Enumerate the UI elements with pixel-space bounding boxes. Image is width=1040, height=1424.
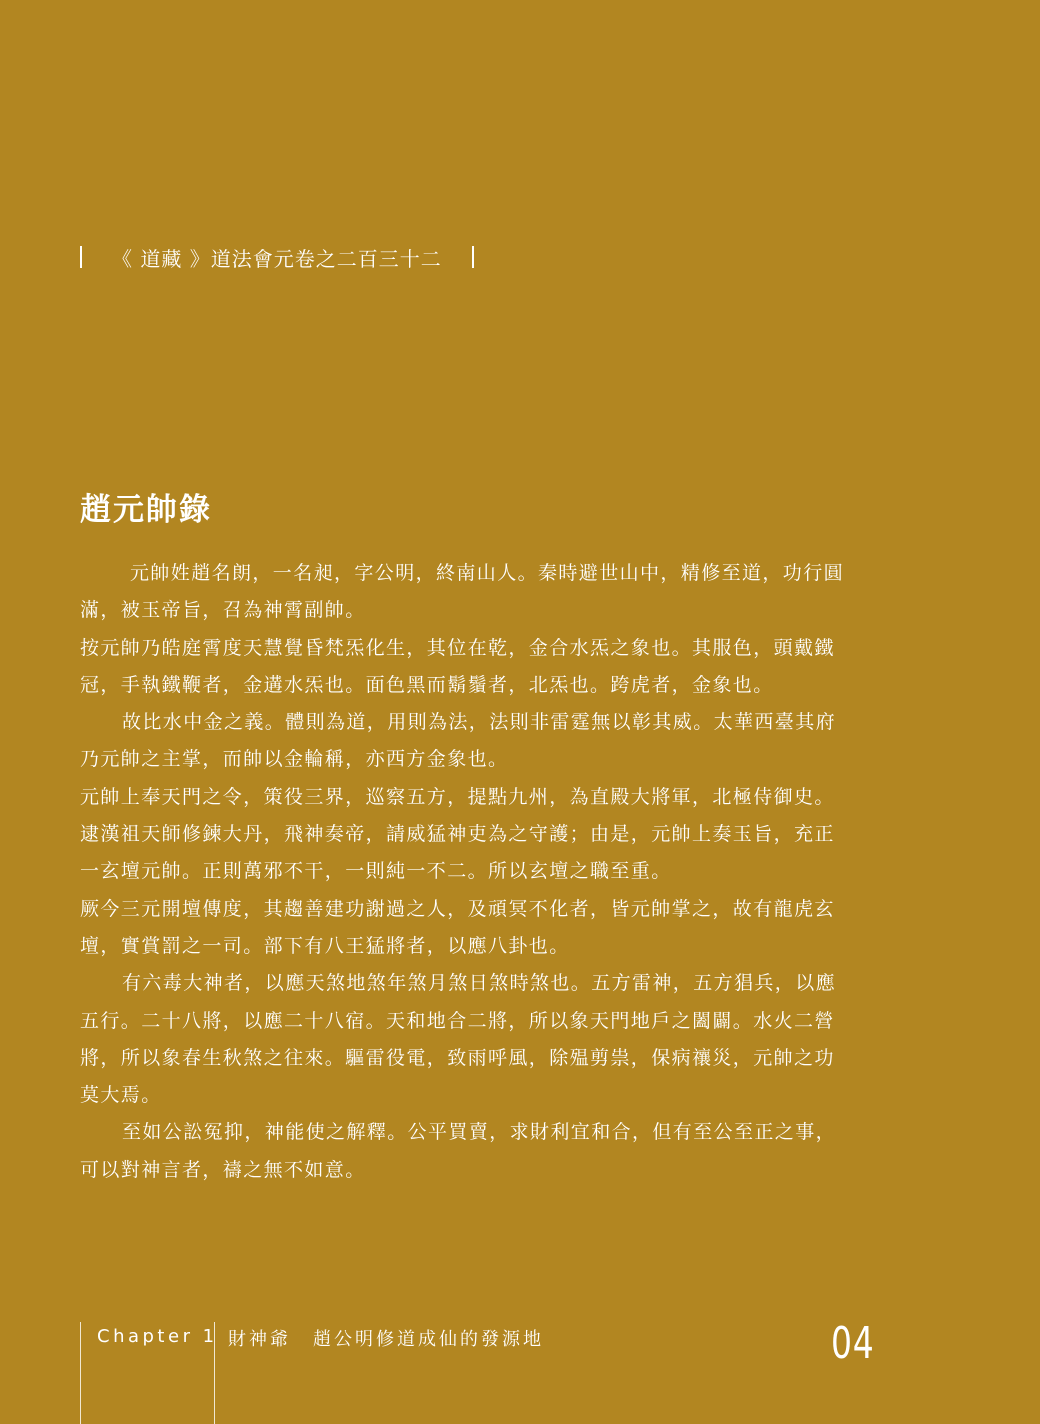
paragraph: 至如公訟冤抑，神能使之解釋。公平買賣，求財利宜和合，但有至公至正之事，可以對神言者，禱之無不如意。 xyxy=(80,1121,837,1181)
source-text: 《 道藏 》道法會元卷之二百三十二 xyxy=(112,246,442,271)
chapter-title-part-2: 趙公明修道成仙的發源地 xyxy=(313,1329,544,1350)
left-divider xyxy=(80,246,82,268)
right-divider xyxy=(472,246,474,268)
paragraph: 厥今三元開壇傳度，其趨善建功謝過之人，及頑冥不化者，皆元帥掌之，故有龍虎玄壇，實賞罰之一司。部下有八王猛將者，以應八卦也。 xyxy=(80,897,835,957)
source-citation xyxy=(80,242,474,272)
footer-divider-left xyxy=(80,1322,81,1424)
paragraph: 有六毒大神者，以應天煞地煞年煞月煞日煞時煞也。五方雷神，五方猖兵，以應五行。二十八將，以應二十八宿。天和地合二將，所以象天門地戶之闔闢。水火二營將，所以象春生秋煞之往來。驅雷役電，致雨呼風，除殟剪祟，保病禳災，元帥之功莫大焉。 xyxy=(80,972,837,1107)
page-number: 04 xyxy=(831,1318,875,1369)
paragraph: 元帥姓趙名朗，一名昶，字公明，終南山人。秦時避世山中，精修至道，功行圓滿，被玉帝旨，召為神霄副帥。 xyxy=(80,562,845,622)
paragraph: 按元帥乃皓庭霄度天慧覺昏梵炁化生，其位在乾，金合水炁之象也。其服色，頭戴鐵冠，手執鐵鞭者，金遘水炁也。面色黑而鬍鬚者，北炁也。跨虎者，金象也。 xyxy=(80,636,835,696)
body-text xyxy=(80,555,850,1189)
chapter-title xyxy=(228,1325,544,1351)
chapter-title-part-1: 財神爺 xyxy=(228,1329,291,1350)
chapter-label: Chapter 1 xyxy=(97,1326,218,1347)
section-title: 趙元帥錄 xyxy=(80,492,212,528)
paragraph: 元帥上奉天門之令，策役三界，巡察五方，提點九州，為直殿大將軍，北極侍御史。逮漢祖天師修鍊大丹，飛神奏帝，請威猛神吏為之守護；由是，元帥上奏玉旨，充正一玄壇元帥。正則萬邪不干，一則純一不二。所以玄壇之職至重。 xyxy=(80,785,835,883)
paragraph: 故比水中金之義。體則為道，用則為法，法則非雷霆無以彰其威。太華西臺其府乃元帥之主掌，而帥以金輪稱，亦西方金象也。 xyxy=(80,711,837,771)
